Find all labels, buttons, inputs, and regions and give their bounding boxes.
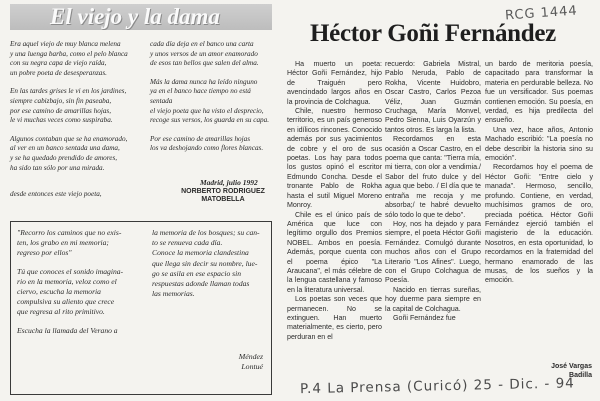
poem-stanza: Por ese camino de amarillas hojas los va deshojando como flores blancas. — [150, 134, 264, 153]
poem-closing-line: desde entonces este viejo poeta, — [10, 190, 102, 198]
boxed-stanza: Tú que conoces el sonido imagina- rio en la memoria, veloz como el ciervo, escucha la memoria compulsiva su aliento que crece que regresa al rito primitivo. — [17, 266, 124, 317]
poem-left-column — [10, 40, 145, 182]
poem-date: Madrid, julio 1992 — [200, 178, 258, 187]
article-title: Héctor Goñi Fernández — [310, 20, 556, 47]
article-paragraph: Ha muerto un poeta: Héctor Goñi Fernández, hijo de Traiguén pero avencindado largos años en la provincia de Colchagua. — [287, 60, 382, 106]
poem-title: El viejo y la dama — [10, 4, 272, 30]
article-column-3 — [485, 60, 593, 286]
poem-stanza: Era aquel viejo de muy blanca melena y una luenga barba, como el pelo blanca con su negra capa de viejo raída, un pobre poeta de desesperanzas. — [10, 40, 128, 77]
article-paragraph: recuerdo: Gabriela Mistral, Pablo Neruda, Pablo de Rokha, Vicente Huidobro, Oscar Castro, Carlos Pezoa Véliz, Juan Guzmán Cruchaga, María Monvel, Pedro Sienna, Luis Oyarzún y tantos otros. Es larga la lista. — [385, 60, 481, 134]
article-paragraph: Hoy, nos ha dejado y para siempre, el poeta Héctor Goñi Fernández. Comulgó durante muchos años con el Grupo Literario "Los Afines". Luego, con el Grupo Colchagua de Poesía. — [385, 219, 481, 285]
boxed-poem-right — [152, 228, 268, 307]
boxed-poem-signature: Méndez Lontué — [238, 352, 263, 371]
poem-stanza: Algunos contaban que se ha enamorado, al ver en un banco sentada una dama, y se ha quedado prendido de amores, ha sido tan sólo por una mirada. — [10, 134, 128, 172]
archive-stamp: RCG 1444 — [504, 3, 579, 24]
article-paragraph: Chile es el único país de América que luce con legítimo orgullo dos Premios NOBEL. Ambos en poesía. Además, porque cuenta con el poema épico "La Araucana", el más célebre de la lengua castellana y famoso en la literatura universal. — [287, 210, 382, 294]
article-paragraph: Chile, nuestro hermoso territorio, es un país generoso en idílicos rincones. Conocido además por sus yacimientos de cobre y el oro de sus poetas. Los hay para todos los gustos opinó el escritor Edmundo Concha. Desde el tronante Pablo de Rokha hasta el sutil Miguel Moreno Monroy. — [287, 107, 382, 210]
article-paragraph: Recordamos hoy el poema de Héctor Goñi: "Entre cielo y manada". Hermoso, sencillo, profundo. Contiene, en verdad, muchísimos gramos de oro, preciada poética. Héctor Goñi Fernández ejerció también el magisterio de la educación. Nosotros, en esta oportunidad, lo recordamos en la fraternidad del hermano enamorado de las musas, de los sueños y la emoción. — [485, 163, 593, 285]
boxed-stanza: la memoria de los bosques; su can- to se renueva cada día. Conoce la memoria clandestina que llega sin decir su nombre, lue- go se asila en ese espacio sin respuestas adonde llaman todas las memorias. — [152, 228, 260, 299]
article-paragraph: Los poetas son veces que permanecen. No se extinguen. Han muerto materialmente, es cierto, pero perduran en el — [287, 295, 382, 341]
boxed-stanza: "Recorro los caminos que no exis- ten, los grabo en mi memoria; regreso por ellos" — [17, 228, 122, 258]
article-column-2 — [385, 60, 481, 323]
article-paragraph: Una vez, hace años, Antonio Machado escribió: "La poesía no debe describir la historia sino su emoción". — [485, 125, 593, 163]
poem-right-column — [150, 40, 280, 163]
poem-author: NORBERTO RODRIGUEZ MATOBELLA — [181, 188, 265, 203]
boxed-stanza: Escucha la llamada del Verano a — [17, 325, 118, 335]
handwritten-source-note: P.4 La Prensa (Curicó) 25 - Dic. - 94 — [299, 375, 575, 398]
poem-stanza: Más la dama nunca ha leído ninguno ya en el banco hace tiempo no está sentada el viejo poeta que ha visto el desprecio, recoge sus versos, los guarda en su capa. — [150, 77, 270, 125]
boxed-poem-left — [17, 228, 141, 344]
article-signature: José Vargas Badilla — [551, 363, 592, 379]
article-paragraph: Nacido en tierras sureñas, hoy duerme para siempre en la capital de Colchagua. — [385, 285, 481, 313]
article-paragraph: un bardo de meritoria poesía, capacitado para transformar la materia en perdurable belleza. No fue un versificador. Sus poemas contienen emoción. Su poesía, en verdad, es hija predilecta del ensueño. — [485, 60, 593, 125]
poem-stanza: En las tardes grises le vi en los jardines, siempre cabizbajo, sin fin paseaba, por ese camino de amarillas hojas, le vi muchas veces como suspiraba. — [10, 87, 127, 125]
article-column-1 — [287, 60, 382, 342]
poem-stanza: cada día deja en el banco una carta y unos versos de un amor enamorado de esos tan bellos que salen del alma. — [150, 40, 259, 68]
article-paragraph: Recordamos en esta ocasión a Oscar Castro, en el poema que canta: "Tierra mía, mi tierra, con olor a vendimia./ Sabor del fruto dulce y del agua que bebo. / El día que te entraña me recoja y me absorba;/ te habré devuelto sólo todo lo que te debo". — [385, 135, 481, 219]
article-paragraph: Goñi Fernández fue — [393, 313, 456, 322]
boxed-poem — [10, 221, 272, 395]
